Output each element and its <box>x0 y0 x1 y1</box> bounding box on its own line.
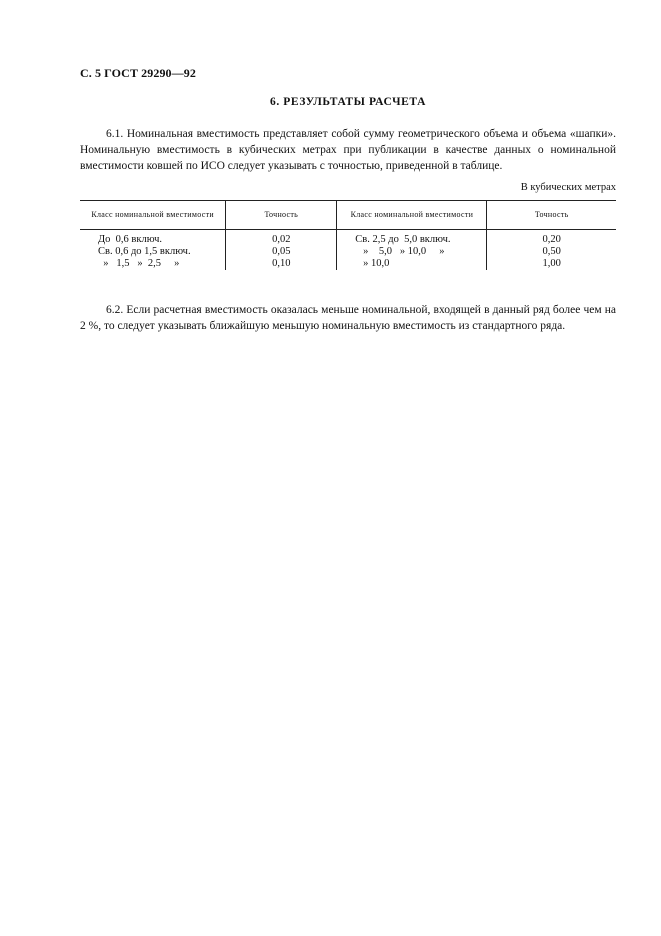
accuracy-value: 0,05 <box>272 246 291 257</box>
header-accuracy-left: Точность <box>226 201 337 230</box>
accuracy-table <box>80 200 616 270</box>
table-header-row <box>80 201 616 230</box>
units-note: В кубических метрах <box>520 182 616 193</box>
class-cell-left <box>80 230 226 271</box>
class-value: » 1,5 » 2,5 » <box>98 258 180 269</box>
class-value: » 10,0 <box>355 258 390 269</box>
table-row <box>80 230 616 271</box>
accuracy-value: 0,02 <box>272 234 291 245</box>
class-value: До 0,6 включ. <box>98 234 163 245</box>
paragraph-6-1: 6.1. Номинальная вместимость представляет собой сумму геометрического объема и объема «шапки». Номинальную вместимость в кубических метрах при публикации в качестве данных о номинальной вместимости ковшей по ИСО следует указывать с точностью, приведенной в таблице. <box>80 128 616 172</box>
class-value: » 5,0 » 10,0 » <box>355 246 445 257</box>
class-cell-right <box>337 230 487 271</box>
page-header: С. 5 ГОСТ 29290—92 <box>80 66 196 80</box>
accuracy-value: 0,50 <box>542 246 561 257</box>
accuracy-value: 0,10 <box>272 258 291 269</box>
header-accuracy-right: Точность <box>487 201 616 230</box>
paragraph-6-2: 6.2. Если расчетная вместимость оказалась меньше номинальной, входящей в данный ряд более чем на 2 %, то следует указывать ближайшую меньшую номинальную вместимость из стандартного ряда. <box>80 304 616 332</box>
accuracy-cell-right <box>487 230 616 271</box>
header-class-right: Класс номинальной вместимости <box>337 201 487 230</box>
accuracy-cell-left <box>226 230 337 271</box>
class-value: Св. 0,6 до 1,5 включ. <box>98 246 191 257</box>
accuracy-value: 0,20 <box>542 234 561 245</box>
header-class-left: Класс номинальной вместимости <box>80 201 226 230</box>
section-title: 6. РЕЗУЛЬТАТЫ РАСЧЕТА <box>270 96 426 108</box>
class-value: Св. 2,5 до 5,0 включ. <box>355 234 451 245</box>
accuracy-value: 1,00 <box>542 258 561 269</box>
